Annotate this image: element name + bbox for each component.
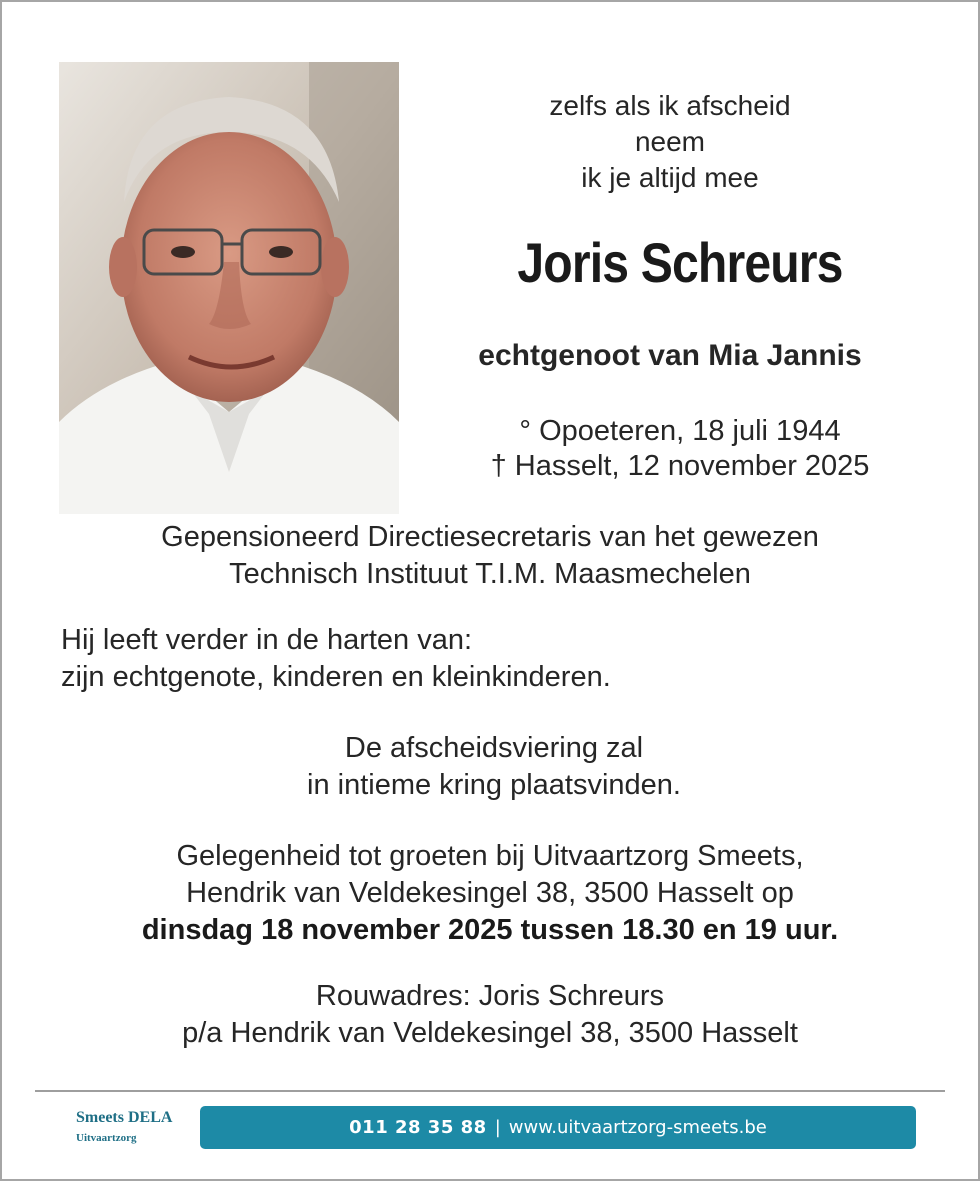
profession-line: Technisch Instituut T.I.M. Maasmechelen [229, 558, 751, 590]
ceremony-line: De afscheidsviering zal [344, 732, 644, 764]
deceased-name: Joris Schreurs [517, 231, 843, 294]
phone-number[interactable]: 011 28 35 88 [349, 1117, 487, 1138]
death-line: † Hasselt, 12 november 2025 [490, 450, 870, 482]
spouse-line: echtgenoot van Mia Jannis [478, 339, 862, 372]
survivors-line: Hij leeft verder in de harten van: [61, 624, 473, 656]
website-link[interactable]: www.uitvaartzorg-smeets.be [508, 1117, 767, 1138]
profession [0, 519, 980, 593]
funeral-home-logo [76, 1108, 196, 1148]
contact-bar [200, 1106, 916, 1149]
visitation [0, 838, 980, 949]
survivors [61, 622, 941, 696]
poem [470, 88, 870, 196]
poem-line: zelfs als ik afscheid [549, 90, 791, 121]
visitation-line: Gelegenheid tot groeten bij Uitvaartzorg Smeets, [176, 840, 804, 872]
visitation-line: Hendrik van Veldekesingel 38, 3500 Hasselt op [186, 877, 794, 909]
survivors-line: zijn echtgenote, kinderen en kleinkinderen. [61, 661, 611, 693]
birth-line: ° Opoeteren, 18 juli 1944 [519, 415, 841, 447]
visitation-date: dinsdag 18 november 2025 tussen 18.30 en 19 uur. [141, 914, 839, 946]
separator: | [494, 1117, 501, 1138]
poem-line: ik je altijd mee [581, 162, 759, 193]
ceremony [0, 730, 980, 804]
life-dates [430, 414, 930, 484]
address-line: Rouwadres: Joris Schreurs [315, 980, 665, 1012]
poem-line: neem [634, 126, 706, 157]
portrait-photo [59, 62, 399, 514]
portrait-image [59, 62, 399, 514]
logo-name: Smeets DELA [76, 1109, 173, 1126]
profession-line: Gepensioneerd Directiesecretaris van het gewezen [161, 521, 819, 553]
footer-divider [35, 1090, 945, 1092]
address-line: p/a Hendrik van Veldekesingel 38, 3500 Hasselt [182, 1017, 798, 1049]
mourning-address [0, 978, 980, 1052]
ceremony-line: in intieme kring plaatsvinden. [307, 769, 681, 801]
logo-subtitle: Uitvaartzorg [76, 1132, 137, 1144]
